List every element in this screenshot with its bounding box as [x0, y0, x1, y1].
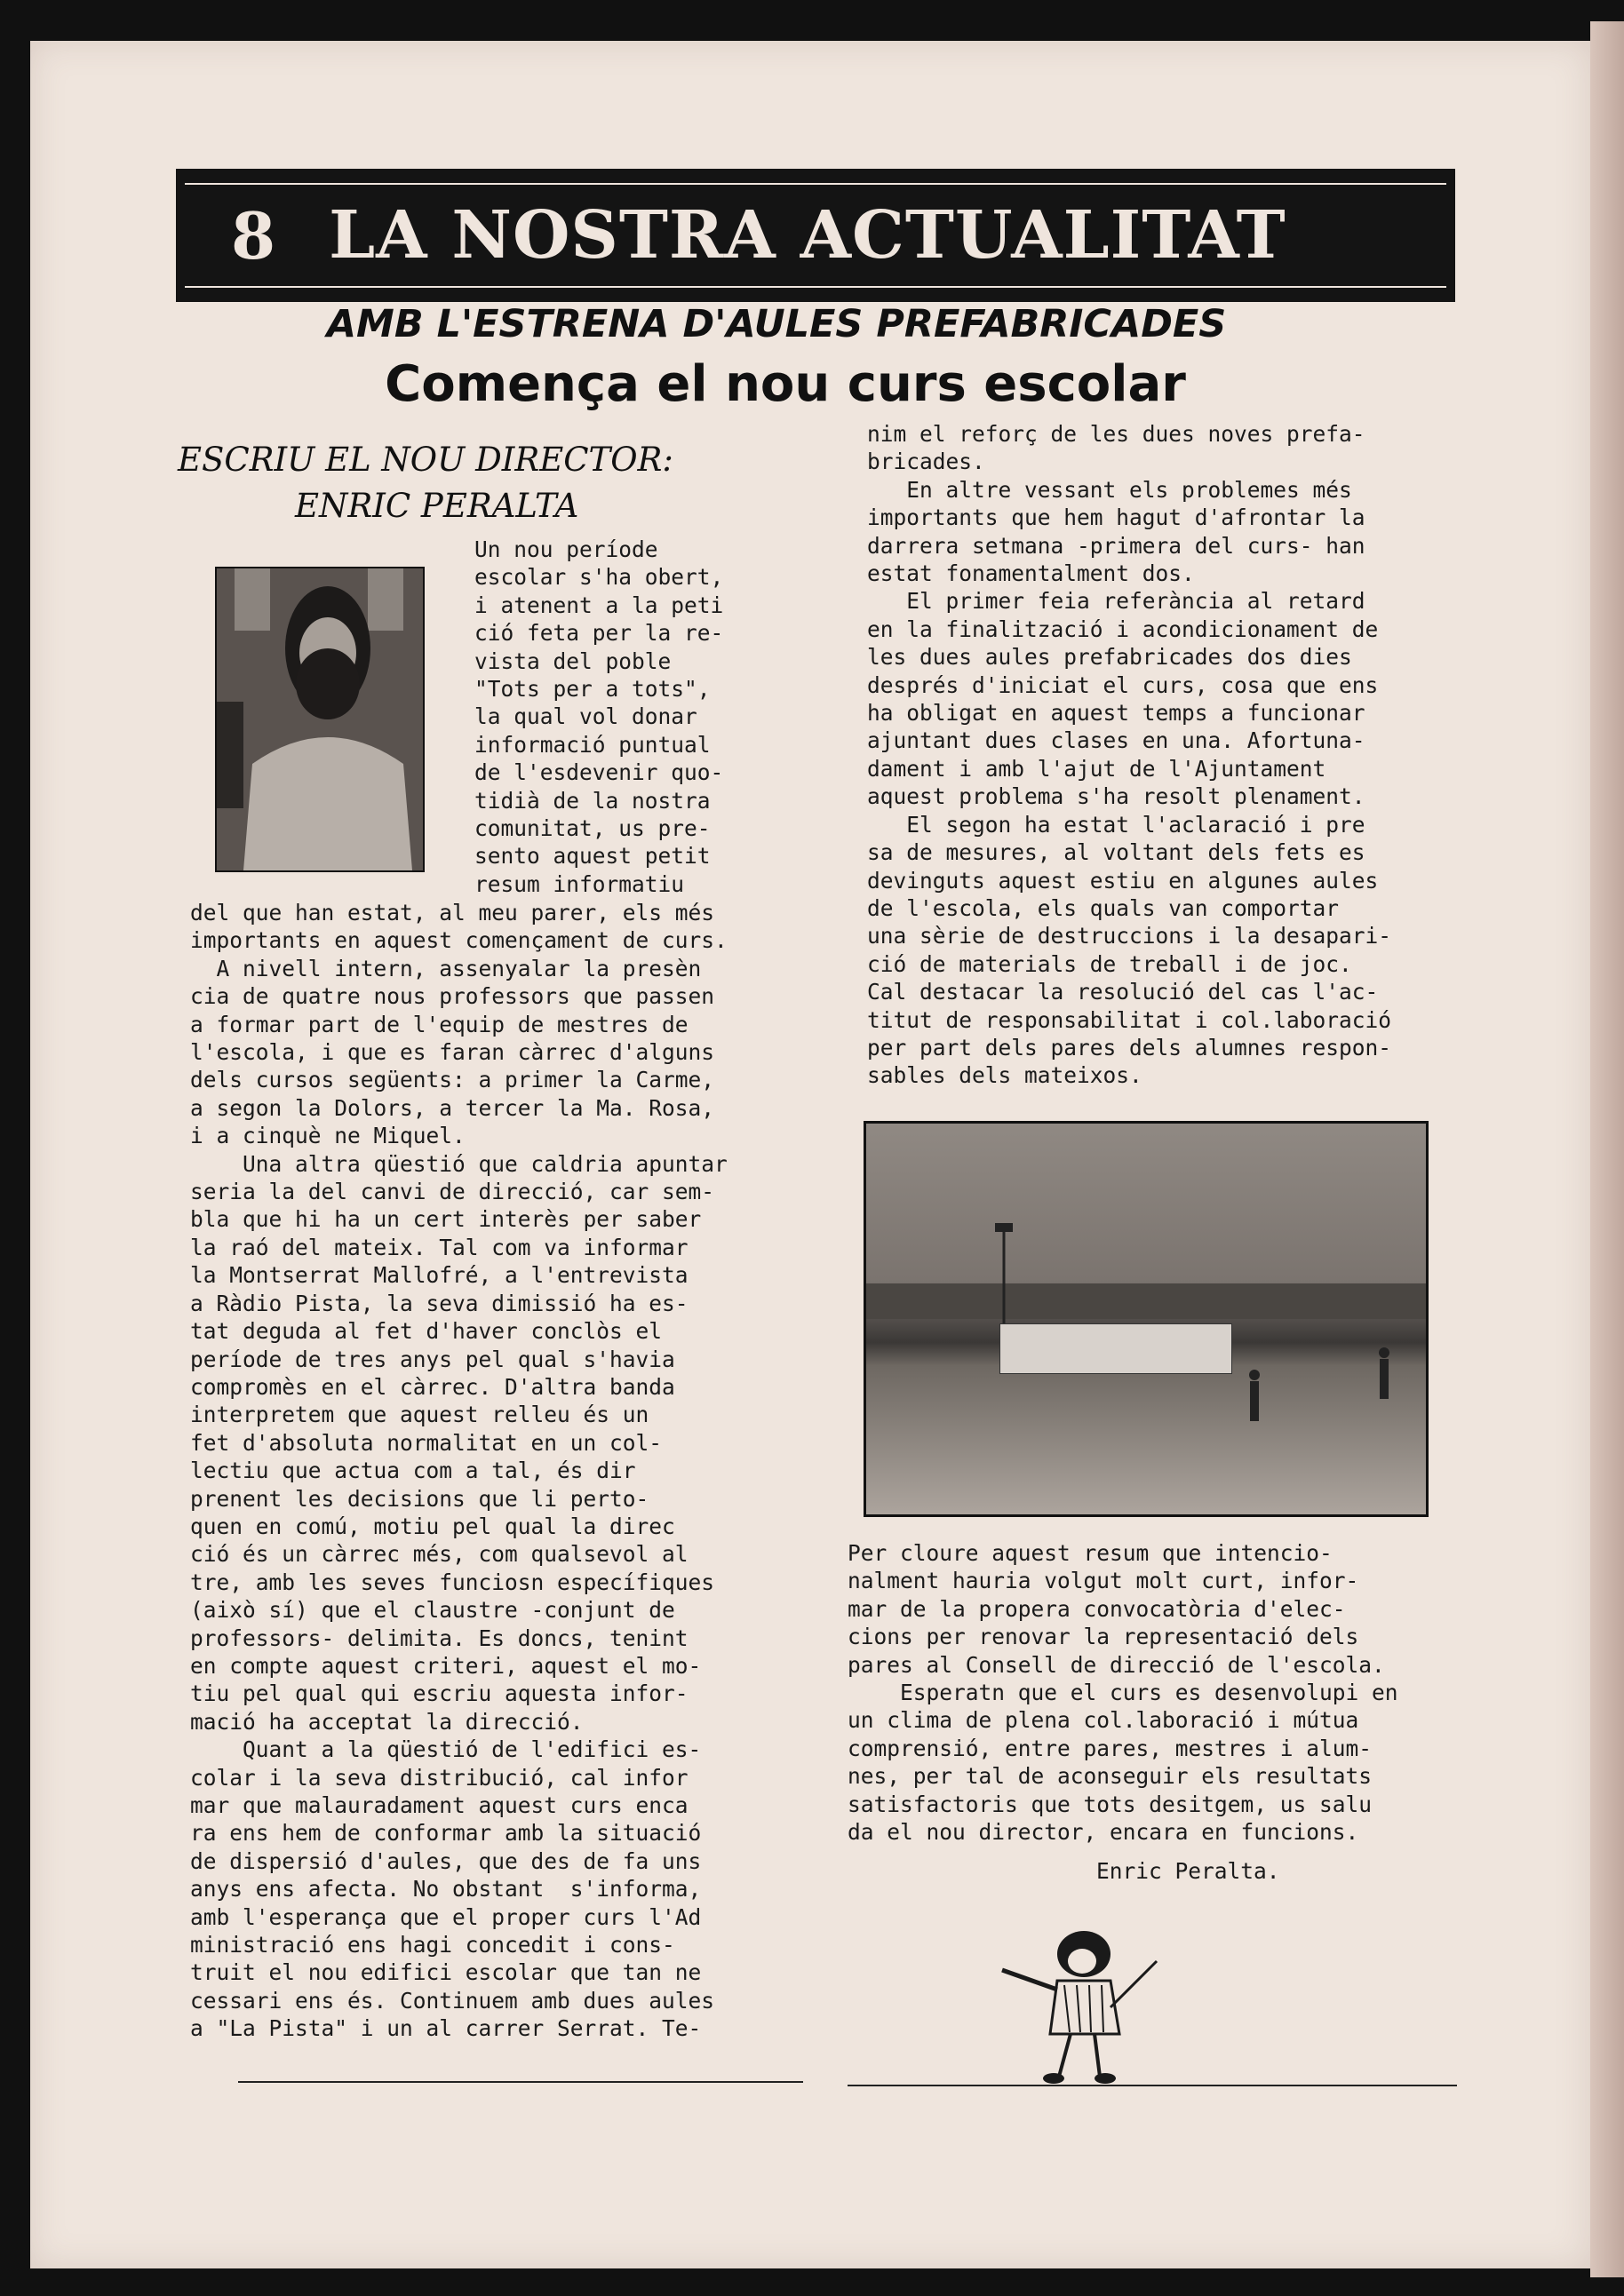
article-column-right-bottom: Per cloure aquest resum que intencio- nalment hauria volgut molt curt, infor- mar de la propera convocatòria d'elec- cions per renovar la representació dels pares al Consell de direcció de l'escola. Esperatn que el curs es desenvolupi en un clima de plena col.laboració i mútua comprensió, entre pares, mestres i alum- nes, per tal de aconseguir els resultats satisfactoris que tots desitgem, us salu da el nou director, encara en funcions.	[848, 1540, 1398, 1846]
banner-rule-top	[185, 183, 1446, 185]
walking-child-cartoon	[995, 1919, 1173, 2087]
article-byline	[178, 437, 728, 529]
article-headline: Comença el nou curs escolar	[385, 355, 1186, 413]
column-end-rule-left	[238, 2081, 803, 2083]
portrait-figure	[217, 568, 423, 870]
article-intro-text: Un nou període escolar s'ha obert, i atenent a la peti ció feta per la re- vista del poble "Tots per a tots", la qual vol donar informació puntual de l'esdevenir quo- tidià de la nostra comunitat, us pre- sento aquest petit resum informatiu	[474, 536, 724, 897]
page-number: 8	[231, 197, 276, 274]
article-signature: Enric Peralta.	[1096, 1858, 1280, 1884]
prefab-classrooms-photo	[864, 1121, 1429, 1517]
byline-line-2: ENRIC PERALTA	[295, 487, 579, 525]
byline-line-1: ESCRIU EL NOU DIRECTOR:	[178, 441, 673, 479]
director-portrait-photo	[215, 567, 425, 872]
banner-rule-bottom	[185, 286, 1446, 288]
article-column-left: del que han estat, al meu parer, els més importants en aquest començament de curs. A nivell intern, assenyalar la presèn cia de quatre nous professors que passen a formar part de l'equip de mestres de l'escola, i que es faran càrrec d'alguns dels cursos següents: a primer la Carme, a segon la Dolors, a tercer la Ma. Rosa, i a cinquè ne Miquel. Una altra qüestió que caldria apuntar seria la del canvi de direcció, car sem- bla que hi ha un cert interès per saber la raó del mateix. Tal com va informar la Montserrat Mallofré, a l'entrevista a Ràdio Pista, la seva dimissió ha es- tat deguda al fet d'haver conclòs el període de tres anys pel qual s'havia compromès en el càrrec. D'altra banda interpretem que aquest relleu és un fet d'absoluta normalitat en un col- lectiu que actua com a tal, és dir prenent les decisions que li perto- quen en comú, motiu pel qual la direc ció és un càrrec més, com qualsevol al tre, amb les seves funciosn específiques (això sí) que el claustre -conjunt de professors- delimita. Es doncs, tenint en compte aquest criteri, aquest el mo- tiu pel qual qui escriu aquesta infor- mació ha acceptat la direcció. Quant a la qüestió de l'edifici es- colar i la seva distribució, cal infor mar que malauradament aquest curs enca ra ens hem de conformar amb la situació de dispersió d'aules, que des de fa uns anys ens afecta. No obstant s'informa, amb l'esperança que el proper curs l'Ad ministració ens hagi concedit i cons- truit el nou edifici escolar que tan ne cessari ens és. Continuem amb dues aules a "La Pista" i un al carrer Serrat. Te-	[190, 900, 728, 2042]
section-title: LA NOSTRA ACTUALITAT	[329, 197, 1286, 274]
section-banner	[176, 169, 1455, 302]
article-kicker: AMB L'ESTRENA D'AULES PREFABRICADES	[326, 302, 1227, 346]
article-column-right-top: nim el reforç de les dues noves prefa- bricades. En altre vessant els problemes més importants que hem hagut d'afrontar la darrera setmana -primera del curs- han estat fonamentalment dos. El primer feia referància al retard en la finalització i acondicionament de les dues aules prefabricades dos dies després d'iniciat el curs, cosa que ens ha obligat en aquest temps a funcionar ajuntant dues clases en una. Afortuna- dament i amb l'ajut de l'Ajuntament aquest problema s'ha resolt plenament. El segon ha estat l'aclaració i pre sa de mesures, al voltant dels fets es devinguts aquest estiu en algunes aules de l'escola, els quals van comportar una sèrie de destruccions i la desapari- ció de materials de treball i de joc. Cal destacar la resolució del cas l'ac- titut de responsabilitat i col.laboració per part dels pares dels alumnes respon- sables dels mateixos.	[867, 421, 1392, 1089]
photo-details	[866, 1124, 1426, 1514]
